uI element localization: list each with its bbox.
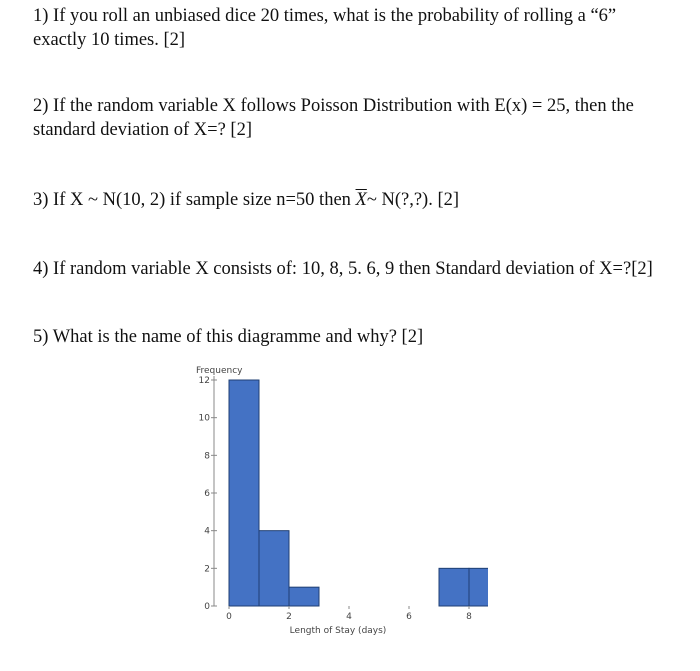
y-tick-label: 6 bbox=[204, 489, 210, 499]
x-tick-label: 8 bbox=[466, 612, 472, 622]
histogram-bar bbox=[229, 380, 259, 606]
x-bar-symbol: $\overline{X}$ bbox=[355, 190, 367, 210]
question-3 bbox=[33, 188, 663, 212]
x-tick-label: 0 bbox=[226, 612, 232, 622]
y-tick-label: 8 bbox=[204, 451, 210, 462]
y-tick-label: 0 bbox=[204, 602, 210, 612]
histogram-plot-area bbox=[199, 376, 488, 622]
question-1: 1) If you roll an unbiased dice 20 times, what is the probability of rolling a “6” exactly 10 times. [2] bbox=[33, 6, 617, 50]
x-tick-label: 2 bbox=[286, 612, 292, 622]
y-tick-label: 2 bbox=[204, 564, 210, 575]
x-tick-label: 6 bbox=[406, 612, 412, 622]
x-axis-label: Length of Stay (days) bbox=[289, 626, 387, 636]
y-tick-label: 10 bbox=[198, 413, 210, 424]
question-3-suffix: ~ N(?,?). [2] bbox=[366, 190, 460, 210]
question-5: 5) What is the name of this diagramme and why? [2] bbox=[33, 327, 424, 347]
y-tick-label: 4 bbox=[204, 526, 210, 537]
y-tick-label: 12 bbox=[198, 376, 210, 386]
histogram-bar bbox=[469, 568, 488, 606]
histogram-bar bbox=[439, 568, 469, 606]
histogram-chart bbox=[188, 360, 488, 640]
question-4: 4) If random variable X consists of: 10, 8, 5. 6, 9 then Standard deviation of X=?[2] bbox=[33, 259, 653, 279]
histogram-bar bbox=[259, 531, 289, 606]
x-tick-label: 4 bbox=[346, 612, 352, 622]
question-3-prefix: 3) If X ~ N(10, 2) if sample size n=50 then bbox=[33, 190, 356, 210]
histogram-bar bbox=[289, 587, 319, 606]
question-2: 2) If the random variable X follows Poisson Distribution with E(x) = 25, then the standard deviation of X=? [2] bbox=[33, 96, 634, 140]
y-axis-label: Frequency bbox=[196, 366, 243, 376]
